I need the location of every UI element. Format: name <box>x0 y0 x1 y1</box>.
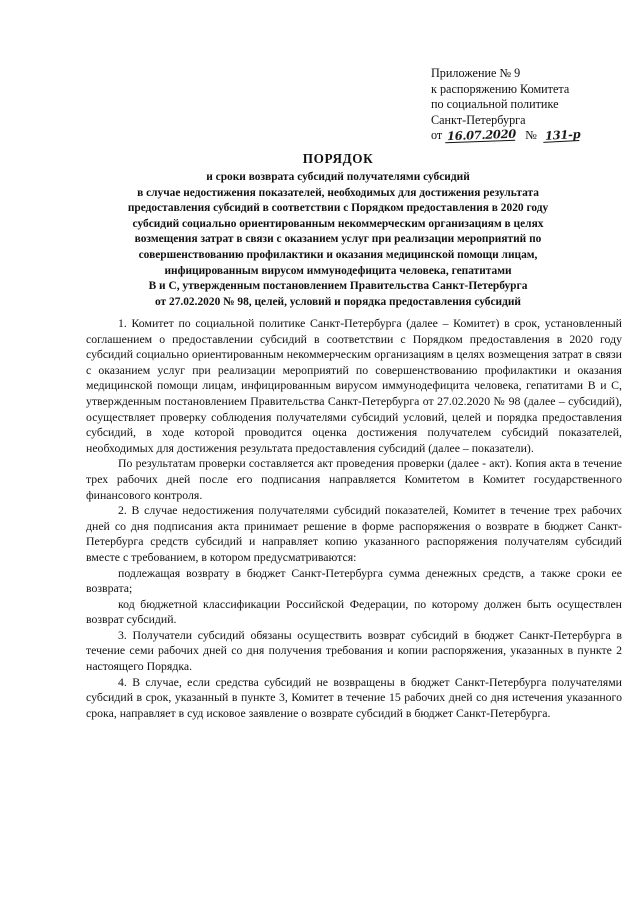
handwritten-number: 131-р <box>544 126 581 143</box>
title-line: В и С, утвержденным постановлением Правительства Санкт-Петербурга <box>148 280 528 293</box>
title-line: совершенствованию профилактики и оказания медицинской помощи лицам, <box>138 248 538 261</box>
appendix-committee: по социальной политике <box>431 97 559 111</box>
number-prefix: № <box>525 128 537 142</box>
appendix-city: Санкт-Петербурга <box>431 112 526 127</box>
title-line: предоставления субсидий в соответствии с Порядком предоставления в 2020 году <box>127 202 549 215</box>
title-line: в случае недостижения показателей, необходимых для достижения результата <box>137 186 539 199</box>
date-prefix: от <box>431 128 443 142</box>
paragraph-inspection-act: По результатам проверки составляется акт проведения проверки (далее - акт). Копия акта в течение трех рабочих дней после его подписания направляется Комитетом в Комитет государственного финансового контроля. <box>86 456 622 502</box>
paragraph-2: 2. В случае недостижения получателями субсидий показателей, Комитет в течение трех рабочих дней со дня подписания акта принимает решение в форме распоряжения о возврате в бюджет Санкт-Петербурга средств субсидий и направляет копию указанного распоряжения получателям субсидий вместе с требованием, в котором предусматриваются: <box>86 503 622 564</box>
document-title <box>60 150 616 310</box>
title-line: и сроки возврата субсидий получателями субсидий <box>206 171 470 183</box>
title-line: от 27.02.2020 № 98, целей, условий и порядка предоставления субсидий <box>155 295 521 308</box>
appendix-header <box>431 66 621 144</box>
paragraph-1: 1. Комитет по социальной политике Санкт-Петербурга (далее – Комитет) в срок, установленный соглашением о предоставлении субсидий в соответствии с Порядком предоставления в 2020 году субсидий социально ориентированным некоммерческим организациям в целях возмещения затрат в связи с оказанием услуг при реализации мероприятий по совершенствованию профилактики и оказания медицинской помощи лицам, инфицированным вирусом иммунодефицита человека, гепатитами В и С, утвержденным постановлением Правительства Санкт-Петербурга от 27.02.2020 № 98 (далее – субсидий), осуществляет проверку соблюдения получателями субсидий условий, целей и порядка предоставления субсидий, в ходе которой проводится оценка достижения получателем субсидий показателей, необходимых для достижения результата предоставления субсидий (далее – показатели). <box>86 316 622 455</box>
paragraph-4: 4. В случае, если средства субсидий не возвращены в бюджет Санкт-Петербурга получателями субсидий в срок, указанный в пункте 3, Комитет в течение 15 рабочих дней со дня истечения указанного срока, направляет в суд исковое заявление о возврате субсидий в бюджет Санкт-Петербурга. <box>86 674 622 720</box>
appendix-date-row <box>431 128 621 144</box>
paragraph-3: 3. Получатели субсидий обязаны осуществить возврат субсидий в бюджет Санкт-Петербурга в течение семи рабочих дней со дня получения требования и копии распоряжения, указанных в пункте 2 настоящего Порядка. <box>86 627 622 674</box>
paragraph-refund-amount: подлежащая возврату в бюджет Санкт-Петербурга сумма денежных средств, а также сроки ее возврата; <box>86 565 622 596</box>
title-line: субсидий социально ориентированным некоммерческим организациям в целях <box>132 217 544 230</box>
title-line: возмещения затрат в связи с оказанием услуг при реализации мероприятий по <box>134 233 542 246</box>
handwritten-date: 16.07.2020 <box>447 126 517 144</box>
appendix-reference: к распоряжению Комитета <box>431 81 570 96</box>
paragraph-budget-code: код бюджетной классификации Российской Федерации, по которому должен быть осуществлен возврат субсидий. <box>86 596 622 627</box>
document-body <box>86 316 622 721</box>
appendix-number: Приложение № 9 <box>431 66 521 80</box>
title-line: инфицированным вирусом иммунодефицита человека, гепатитами <box>164 264 512 277</box>
title-main: ПОРЯДОК <box>302 151 374 166</box>
